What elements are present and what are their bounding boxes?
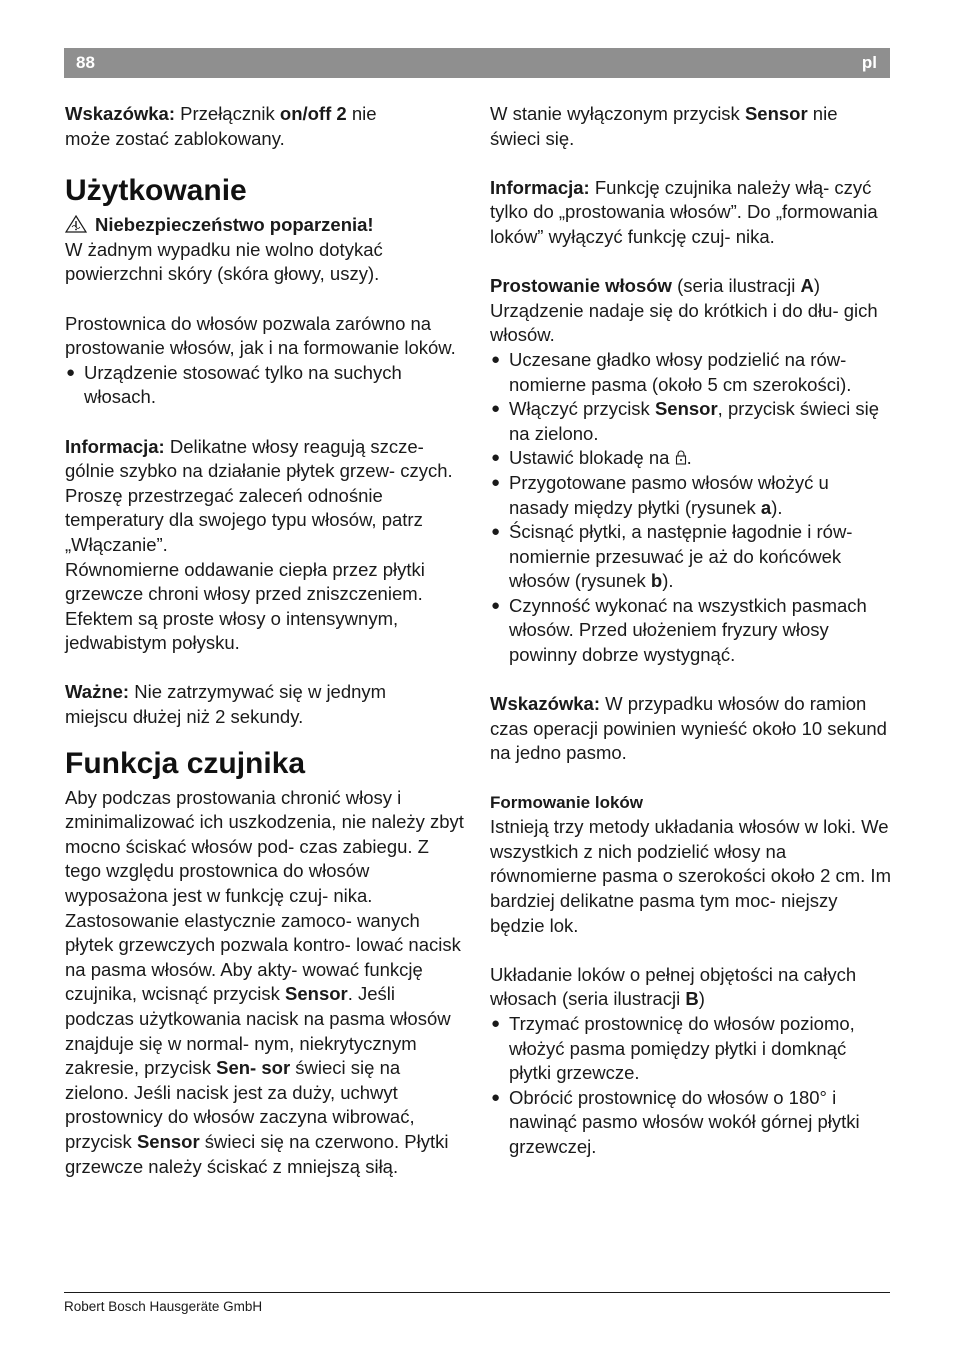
temperature-note: Proszę przestrzegać zaleceń odnośnie temperatury dla swojego typu włosów, patrz „Włączanie”.: [65, 484, 423, 555]
list-item: ● Urządzenie stosować tylko na suchych włosach.: [66, 361, 402, 408]
list-item: ● Uczesane gładko włosy podzielić na rów- nomierne pasma (około 5 cm szerokości).: [491, 348, 852, 395]
list-item: ● Włączyć przycisk Sensor, przycisk świeci się na zielono.: [491, 398, 880, 444]
heading-sensor-function: Funkcja czujnika: [65, 746, 306, 780]
heading-usage: Użytkowanie: [65, 174, 247, 208]
danger-text: W żadnym wypadku nie wolno dotykać powierzchni skóry (skóra głowy, uszy).: [65, 238, 383, 285]
page-number: 88: [76, 53, 95, 72]
volume-curls-title: Układanie loków o pełnej objętości na całych włosach (seria ilustracji B): [490, 963, 857, 1010]
important-note: Ważne: Nie zatrzymywać się w jednym miejscu dłużej niż 2 sekundy.: [65, 681, 387, 728]
page-header-bar: [64, 48, 890, 78]
left-column: [65, 102, 465, 1179]
note-onoff: Wskazówka: Przełącznik on/off 2 nie może zostać zablokowany.: [65, 103, 377, 149]
warning-triangle-icon: [65, 215, 87, 233]
footer-company: Robert Bosch Hausgeräte GmbH: [64, 1299, 263, 1314]
footer-divider: [64, 1292, 890, 1293]
curls-text: Istnieją trzy metody układania włosów w loki. We wszystkich z nich podzielić włosy na równomierne pasma o szerokości około 2 cm. Im bardziej delikatne pasma tym moc- niejszy będzie lok.: [490, 816, 891, 936]
list-item: ● Obrócić prostownicę do włosów o 180° i nawinąć pasmo włosów wokół górnej płytki grzewczej.: [491, 1086, 860, 1157]
list-item: ● Trzymać prostownicę do włosów poziomo, włożyć pasma pomiędzy płytki i domknąć płytki grzewcze.: [491, 1012, 855, 1084]
curls-title: Formowanie loków: [490, 792, 644, 812]
list-item: ● Ustawić blokadę na .: [491, 447, 692, 469]
sensor-description: Aby podczas prostowania chronić włosy i zminimalizować ich uszkodzenia, nie należy zbyt mocno ściskać włosów pod- czas zabiegu. Z tego względu prostownica do włosów wyposażona jest w funkcję czuj- nika. Zastosowanie elastycznie zamoco- wanych płytek grzewczych pozwala kontro- lować nacisk na pasma włosów. Aby akty- wować funkcję czujnika, wcisnąć przycisk Sensor. Jeśli podczas użytkowania nacisk na pasma włosów znajduje się w normal- nym, niekrytycznym zakresie, przycisk Sen- sor świeci się na zielono. Jeśli nacisk jest za duży, uchwyt prostownicy do włosów zaczyna wibrować, przycisk Sensor świeci się na czerwono. Płytki grzewcze należy ściskać z mniejszą siłą.: [65, 786, 464, 1177]
lock-icon: [675, 450, 687, 465]
list-item: ● Przygotowane pasmo włosów włożyć u nasady między płytki (rysunek a).: [491, 471, 829, 518]
curls-steps: [490, 1012, 892, 1160]
heat-note: Równomierne oddawanie ciepła przez płytki grzewcze chroni włosy przed zniszczeniem. Efektem są proste włosy o intensywnym, jedwabistym połysku.: [65, 558, 425, 654]
sensor-off-note: W stanie wyłączonym przycisk Sensor nie świeci się.: [490, 103, 838, 149]
intro-text: Prostownica do włosów pozwala zarówno na prostowanie włosów, jak i na formowanie loków.: [65, 312, 456, 359]
danger-title: Niebezpieczeństwo poparzenia!: [65, 213, 465, 238]
list-item: ● Czynność wykonać na wszystkich pasmach włosów. Przed ułożeniem fryzury włosy powinny dobrze wystygnąć.: [491, 594, 867, 666]
dry-hair-list: [65, 361, 465, 410]
straightening-steps: [490, 348, 892, 668]
straightening-title: Prostowanie włosów (seria ilustracji A): [490, 275, 820, 297]
straightening-text: Urządzenie nadaje się do krótkich i do dłu- gich włosów.: [490, 299, 878, 346]
note-shoulder-length: Wskazówka: W przypadku włosów do ramion czas operacji powinien wynieść około 10 sekund na jedno pasmo.: [490, 693, 887, 764]
info-delicate: Informacja: Delikatne włosy reagują szcze- gólnie szybko na działanie płytek grzew- czych.: [65, 435, 453, 482]
language-code: pl: [861, 53, 877, 72]
info-sensor: Informacja: Funkcję czujnika należy włą- czyć tylko do „prostowania włosów”. Do „formowania loków” wyłączyć funkcję czuj- nika.: [490, 176, 878, 247]
list-item: ● Ścisnąć płytki, a następnie łagodnie i rów- nomiernie przesuwać je aż do końcówek włosów (rysunek b).: [491, 521, 853, 592]
right-column: [490, 102, 892, 1160]
